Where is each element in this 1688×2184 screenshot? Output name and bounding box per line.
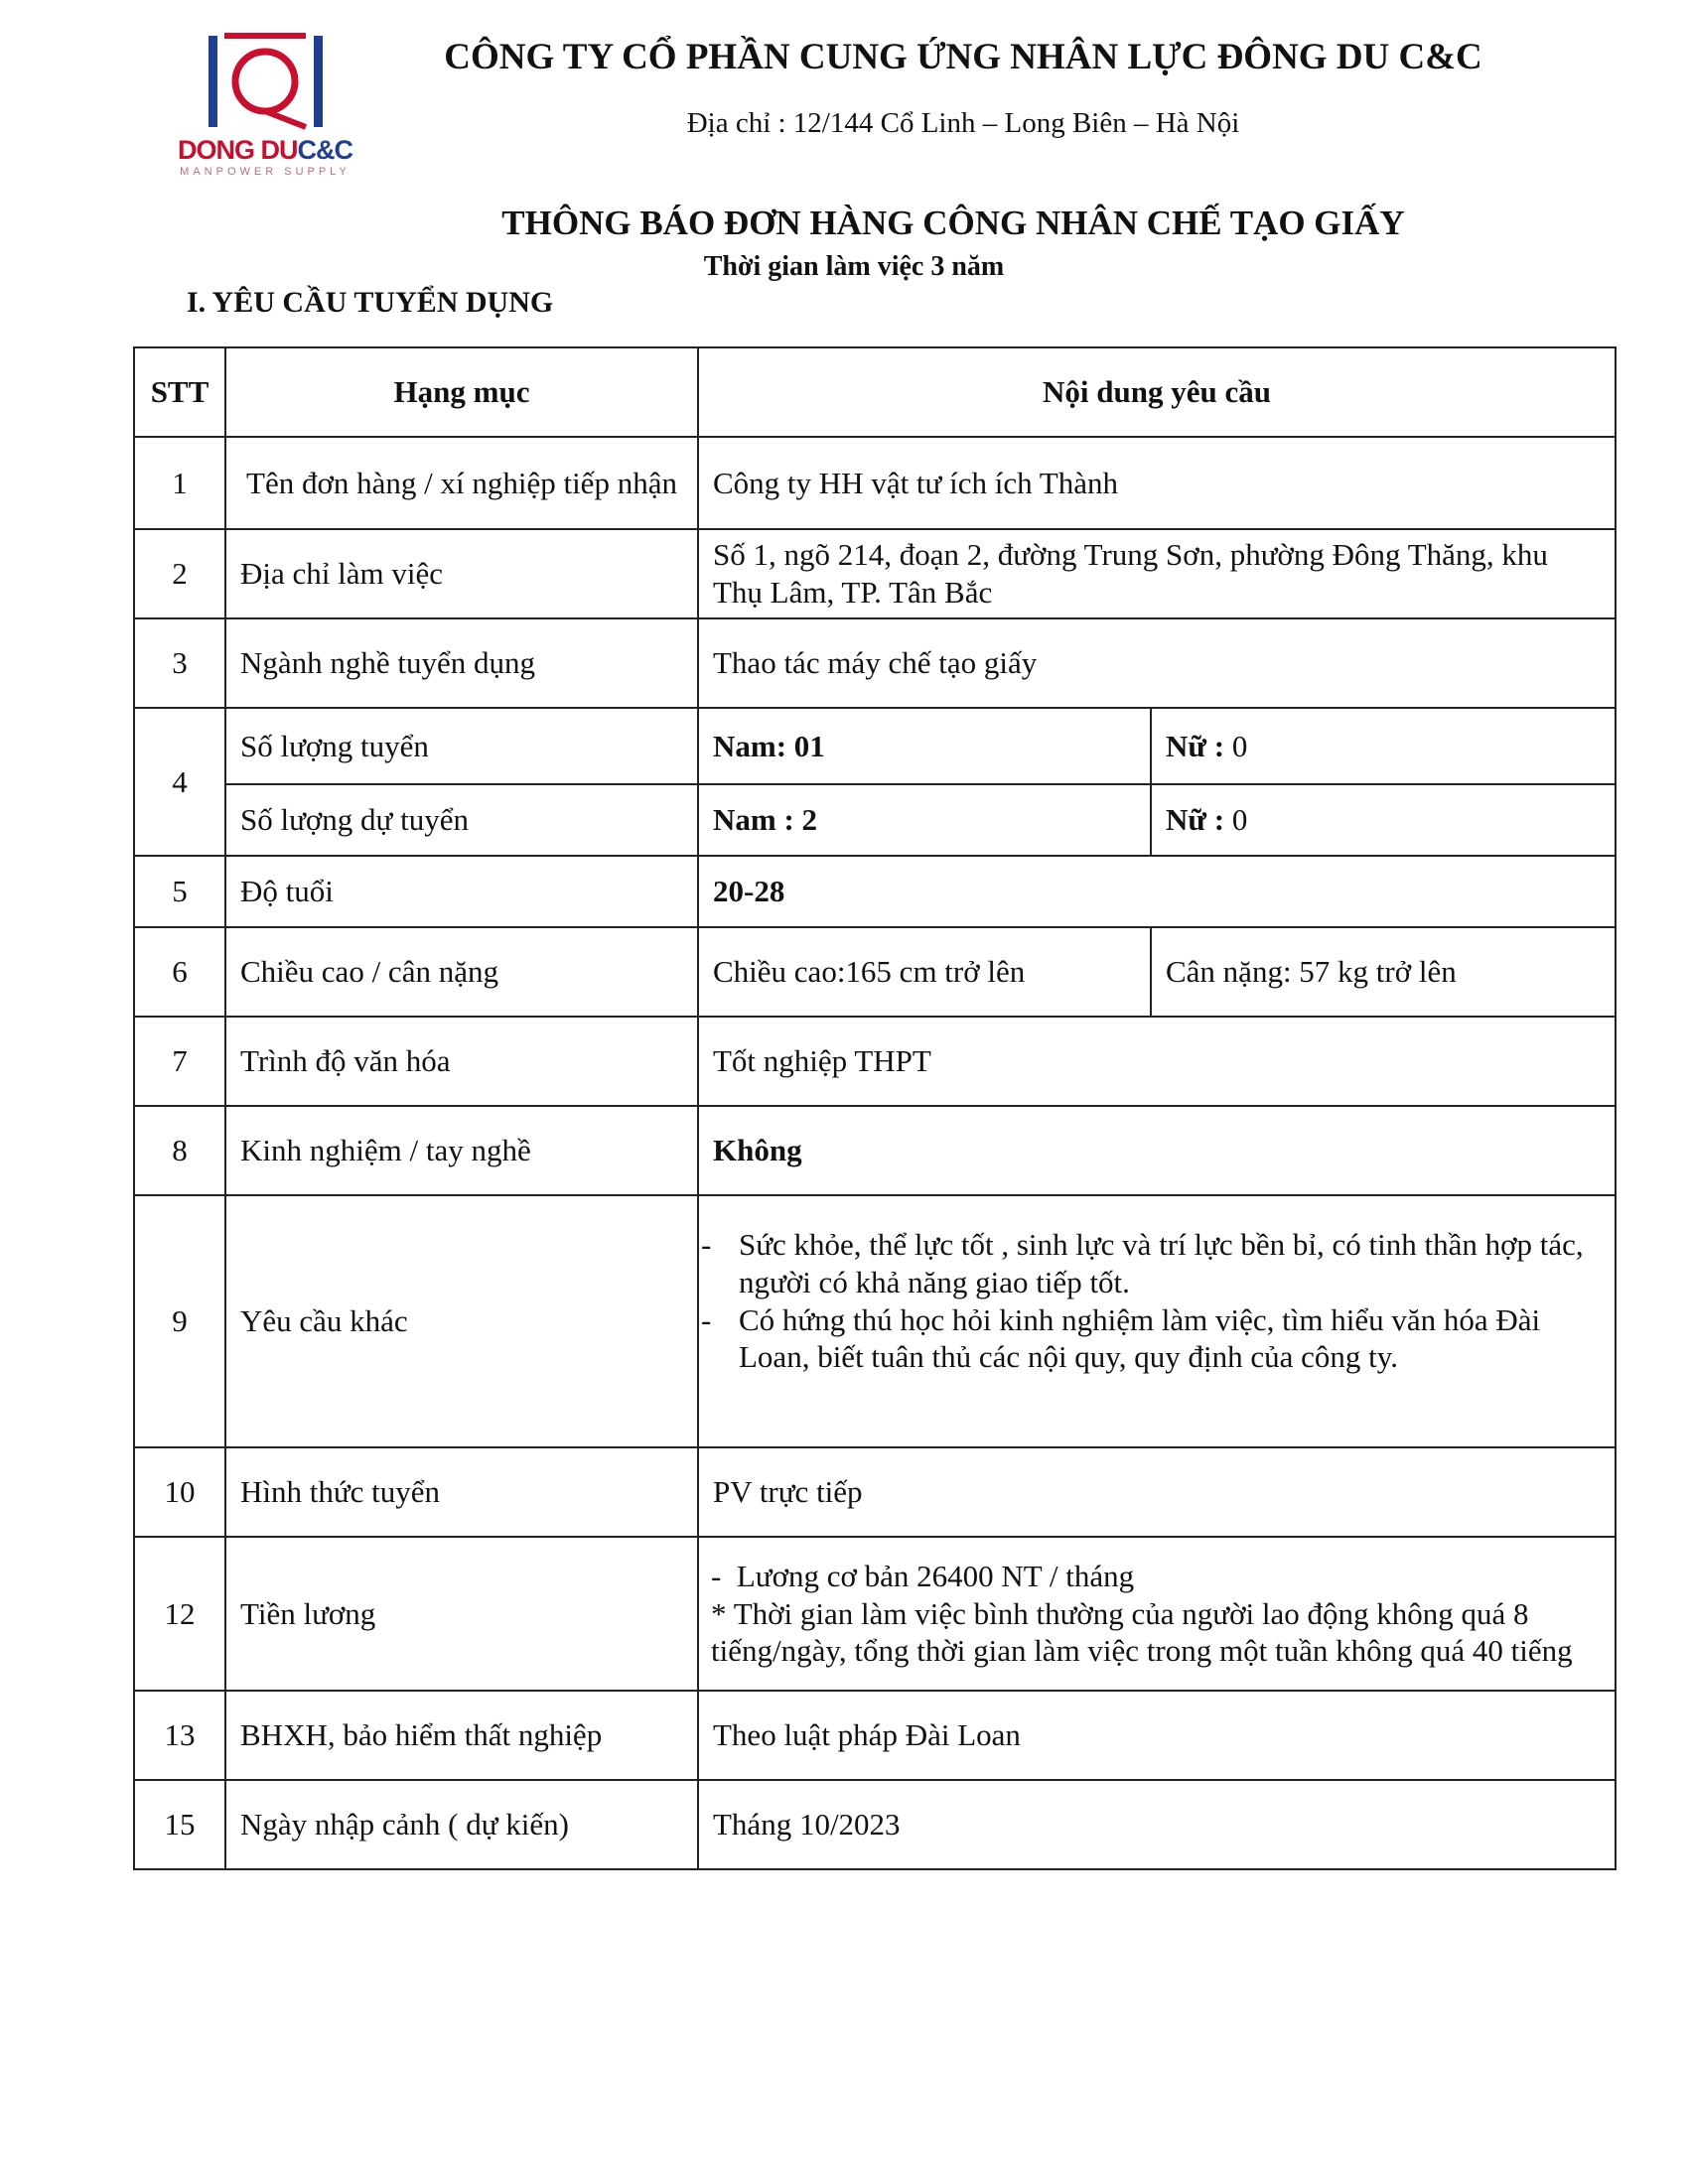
row-value: Công ty HH vật tư ích ích Thành <box>698 437 1616 529</box>
logo-text-dongdu: DONG DU <box>178 135 298 165</box>
company-address: Địa chỉ : 12/144 Cổ Linh – Long Biên – Hà Nội <box>686 107 1240 139</box>
row-number: 4 <box>134 708 225 856</box>
list-item-text: Sức khỏe, thể lực tốt , sinh lực và trí lực bền bỉ, có tinh thần hợp tác, người có khả năng giao tiếp tốt. <box>739 1227 1584 1299</box>
row-number: 5 <box>134 856 225 927</box>
height-requirement: Chiều cao:165 cm trở lên <box>698 927 1151 1017</box>
row-label: BHXH, bảo hiểm thất nghiệp <box>225 1691 698 1780</box>
female-candidates <box>1151 784 1616 856</box>
table-row <box>134 927 1616 1017</box>
table-row <box>134 618 1616 708</box>
logo-subtitle: MANPOWER SUPPLY <box>180 166 351 178</box>
notice-subtitle: Thời gian làm việc 3 năm <box>703 251 1005 282</box>
table-row <box>134 437 1616 529</box>
row-label: Hình thức tuyển <box>225 1447 698 1537</box>
requirements-table <box>133 346 1617 1870</box>
male-candidates: Nam : 2 <box>698 784 1151 856</box>
table-row <box>134 1447 1616 1537</box>
row-number: 15 <box>134 1780 225 1869</box>
row-label: Trình độ văn hóa <box>225 1017 698 1106</box>
logo-wordmark <box>175 135 355 166</box>
list-item: - Có hứng thú học hỏi kinh nghiệm làm việc, tìm hiểu văn hóa Đài Loan, biết tuân thủ các nội quy, quy định của công ty. <box>701 1301 1541 1375</box>
row-value: Tháng 10/2023 <box>698 1780 1616 1869</box>
row-value: PV trực tiếp <box>698 1447 1616 1537</box>
row-number: 13 <box>134 1691 225 1780</box>
row-label: Tiền lương <box>225 1537 698 1691</box>
table-header-row <box>134 347 1616 437</box>
row-label: Địa chỉ làm việc <box>225 529 698 618</box>
row-number: 6 <box>134 927 225 1017</box>
row-label: Độ tuổi <box>225 856 698 927</box>
salary-base-text: Lương cơ bản 26400 NT / tháng <box>736 1558 1135 1593</box>
salary-base: - Lương cơ bản 26400 NT / tháng <box>711 1558 1135 1593</box>
other-requirements <box>698 1195 1616 1447</box>
row-label: Yêu cầu khác <box>225 1195 698 1447</box>
weight-requirement: Cân nặng: 57 kg trở lên <box>1151 927 1616 1017</box>
table-row <box>134 708 1616 784</box>
row-value: Tốt nghiệp THPT <box>698 1017 1616 1106</box>
table-row <box>134 784 1616 856</box>
row-value: 20-28 <box>698 856 1616 927</box>
row-number: 12 <box>134 1537 225 1691</box>
female-label: Nữ : <box>1166 802 1225 838</box>
row-label: Số lượng tuyển <box>225 708 698 784</box>
working-hours-note: * Thời gian làm việc bình thường của người lao động không quá 8 tiếng/ngày, tổng thời gian làm việc trong một tuần không quá 40 tiếng <box>711 1595 1573 1669</box>
female-value: 0 <box>1224 802 1248 838</box>
logo-text-cc: C&C <box>297 135 352 165</box>
row-number: 7 <box>134 1017 225 1106</box>
header-stt: STT <box>134 347 225 437</box>
male-count: Nam: 01 <box>698 708 1151 784</box>
table-row <box>134 1017 1616 1106</box>
table-row <box>134 1537 1616 1691</box>
table-row <box>134 1780 1616 1869</box>
row-value: Không <box>698 1106 1616 1195</box>
row-value: Thao tác máy chế tạo giấy <box>698 618 1616 708</box>
row-label: Số lượng dự tuyển <box>225 784 698 856</box>
row-label: Tên đơn hàng / xí nghiệp tiếp nhận <box>225 437 698 529</box>
row-label: Ngày nhập cảnh ( dự kiến) <box>225 1780 698 1869</box>
list-item: - Sức khỏe, thể lực tốt , sinh lực và trí lực bền bỉ, có tinh thần hợp tác, người có khả năng giao tiếp tốt. <box>701 1227 1584 1299</box>
female-label: Nữ : <box>1166 728 1225 763</box>
header-content: Nội dung yêu cầu <box>698 347 1616 437</box>
row-number: 2 <box>134 529 225 618</box>
company-logo <box>175 32 355 181</box>
row-label: Chiều cao / cân nặng <box>225 927 698 1017</box>
table-row <box>134 529 1616 618</box>
row-number: 1 <box>134 437 225 529</box>
row-number: 10 <box>134 1447 225 1537</box>
table-row <box>134 1195 1616 1447</box>
logo-mark-icon <box>175 32 355 141</box>
table-row <box>134 1691 1616 1780</box>
row-value: Theo luật pháp Đài Loan <box>698 1691 1616 1780</box>
table-row <box>134 1106 1616 1195</box>
section-heading: I. YÊU CẦU TUYỂN DỤNG <box>187 286 554 319</box>
notice-title: THÔNG BÁO ĐƠN HÀNG CÔNG NHÂN CHẾ TẠO GIẤY <box>501 204 1405 242</box>
row-number: 3 <box>134 618 225 708</box>
female-count <box>1151 708 1616 784</box>
list-item-text: Có hứng thú học hỏi kinh nghiệm làm việc, tìm hiểu văn hóa Đài Loan, biết tuân thủ các nội quy, quy định của công ty. <box>739 1301 1541 1375</box>
header-category: Hạng mục <box>225 347 698 437</box>
row-label: Kinh nghiệm / tay nghề <box>225 1106 698 1195</box>
female-value: 0 <box>1224 728 1248 763</box>
row-number: 9 <box>134 1195 225 1447</box>
row-number: 8 <box>134 1106 225 1195</box>
row-label: Ngành nghề tuyển dụng <box>225 618 698 708</box>
row-value: Số 1, ngõ 214, đoạn 2, đường Trung Sơn, phường Đông Thăng, khu Thụ Lâm, TP. Tân Bắc <box>698 529 1616 618</box>
company-name: CÔNG TY CỔ PHẦN CUNG ỨNG NHÂN LỰC ĐÔNG DU C&C <box>444 37 1482 77</box>
table-row <box>134 856 1616 927</box>
salary-details <box>698 1537 1616 1691</box>
